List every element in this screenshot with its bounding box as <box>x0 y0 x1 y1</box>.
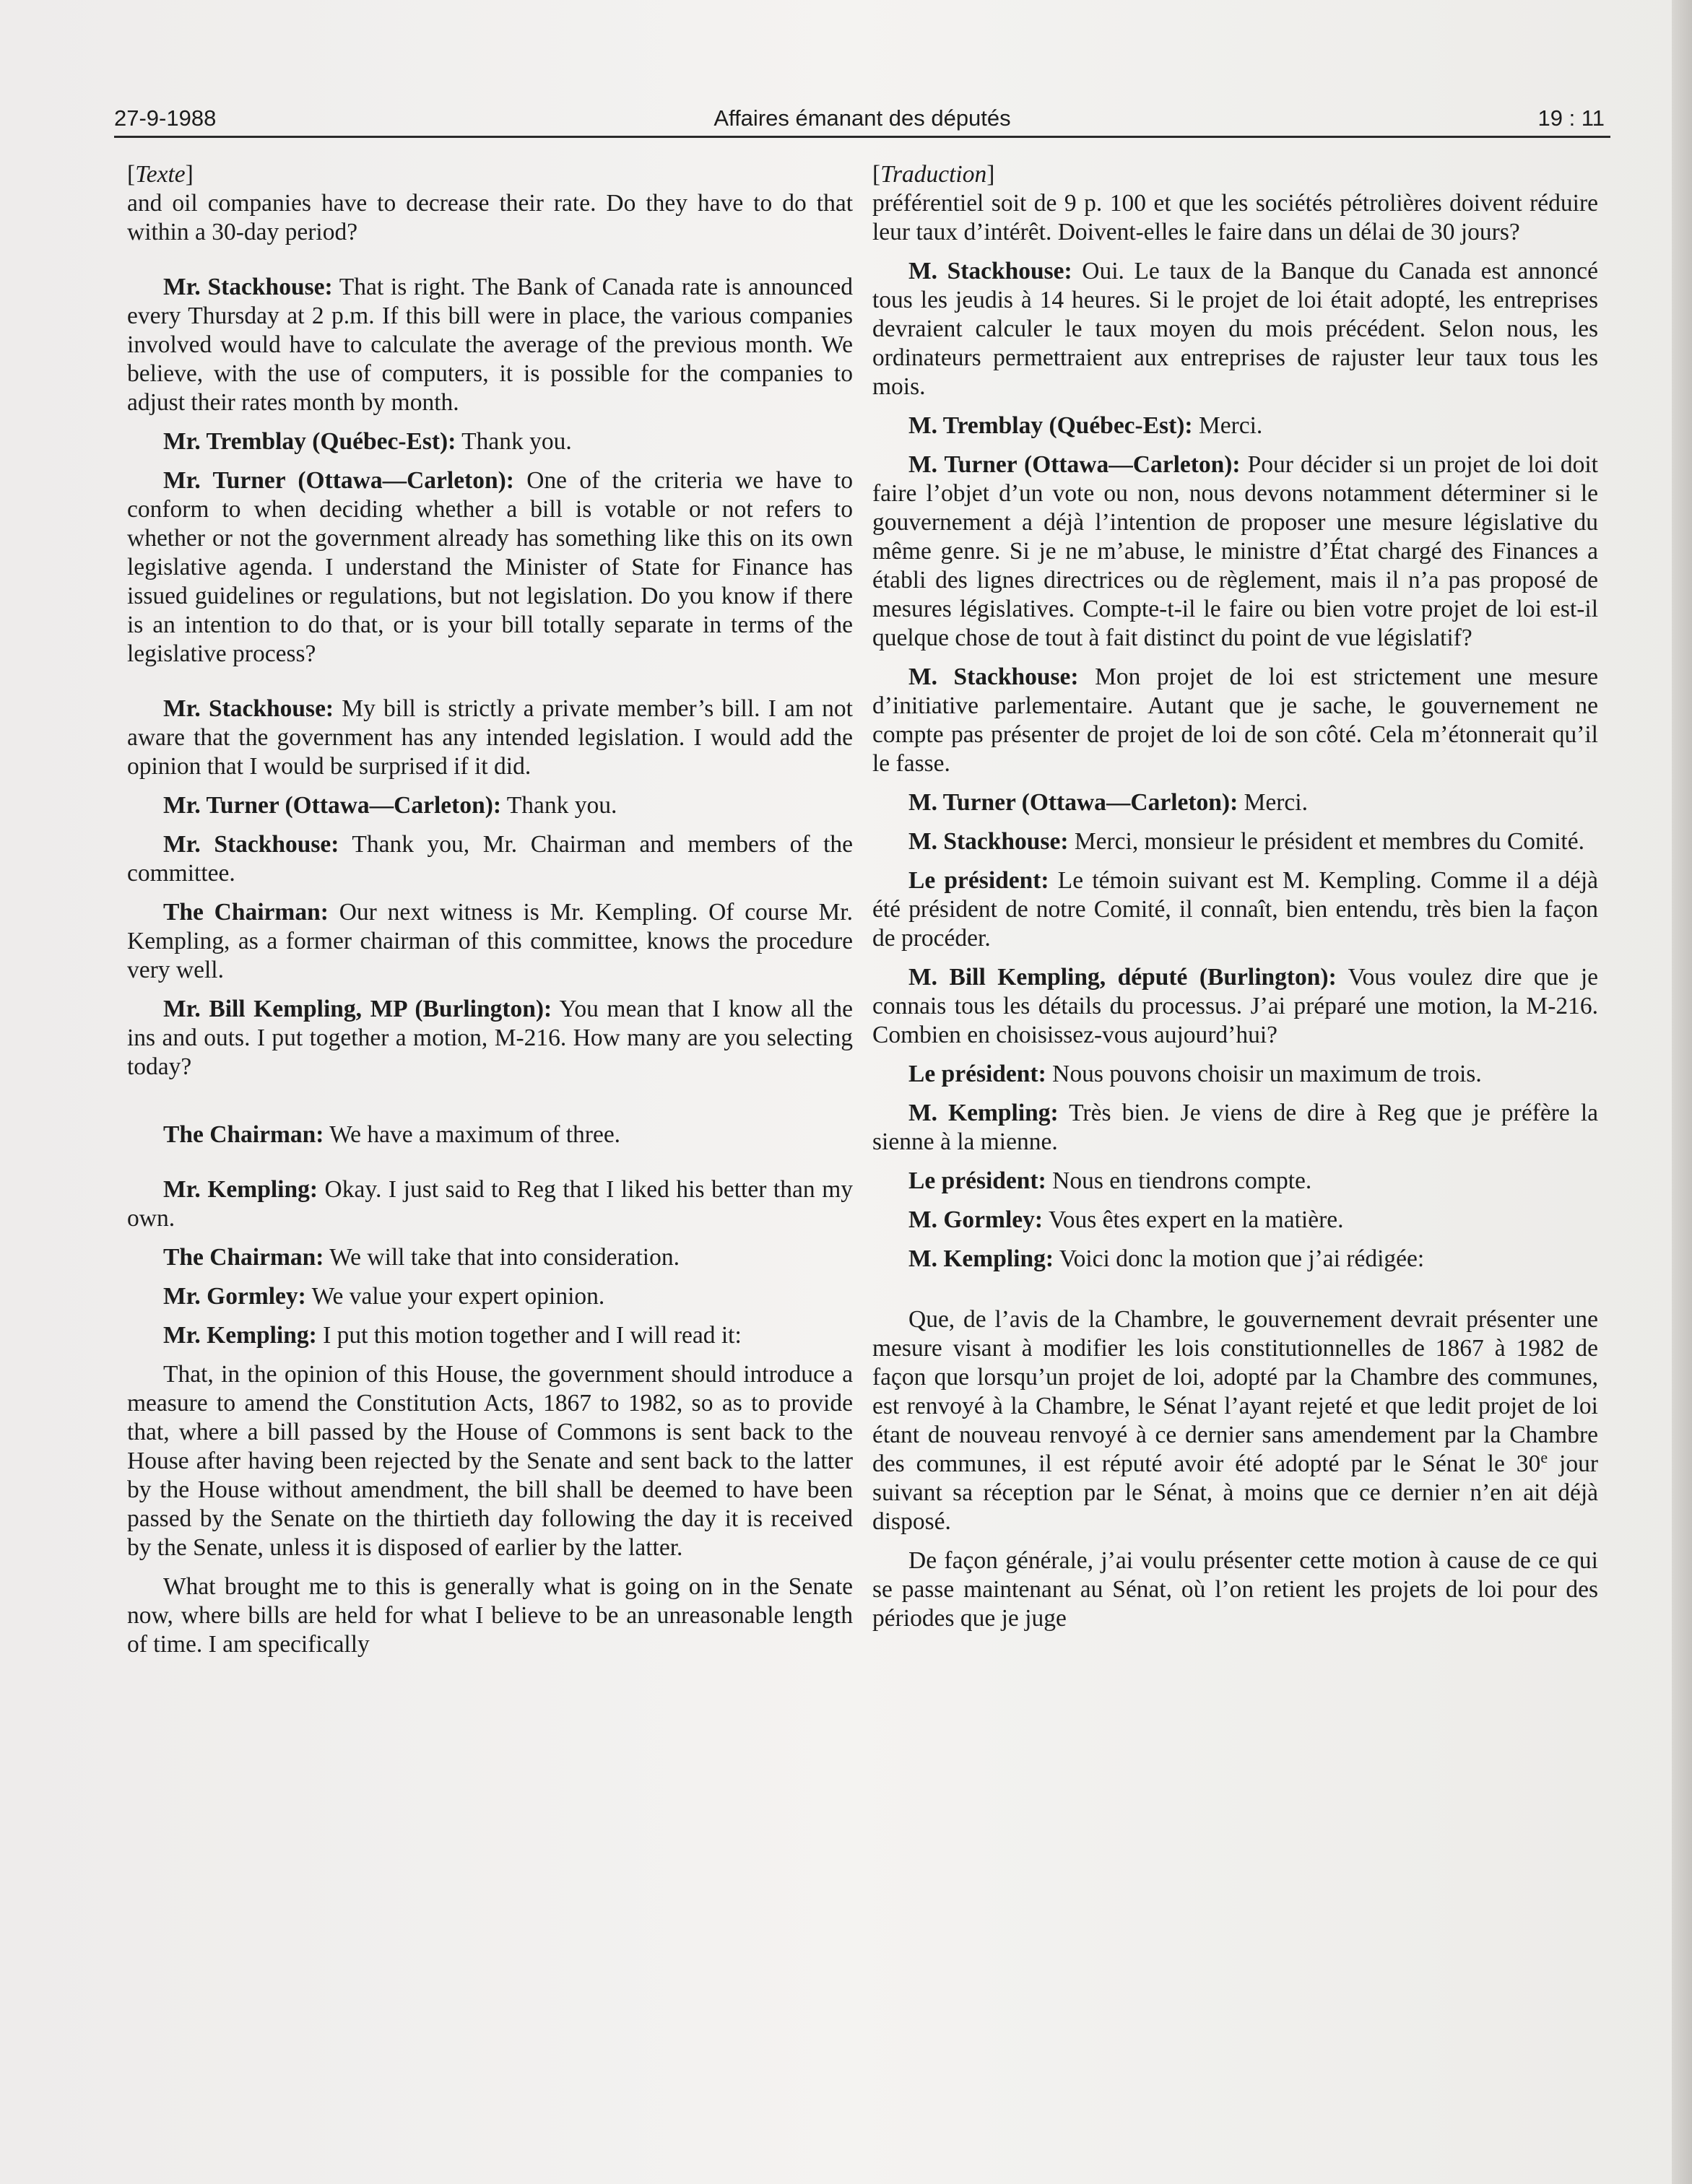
speech-paragraph: M. Kempling: Voici donc la motion que j’ai rédigée: <box>908 1245 1425 1272</box>
paragraph: and oil companies have to decrease their rate. Do they have to do that within a 30-day period? <box>127 190 853 245</box>
speaker: Mr. Turner (Ottawa—Carleton): <box>163 467 514 494</box>
speech-paragraph: M. Bill Kempling, député (Burlington): Vous voulez dire que je connais tous les détails du processus. J’ai préparé une motion, la M-216. Combien en choisissez-vous aujourd’hui? <box>872 964 1598 1048</box>
header-title: Affaires émanant des députés <box>713 105 1011 131</box>
speaker: M. Stackhouse: <box>908 664 1079 690</box>
speech-paragraph: M. Turner (Ottawa—Carleton): Merci. <box>908 789 1308 816</box>
speaker: M. Turner (Ottawa—Carleton): <box>908 789 1238 816</box>
speech-paragraph: M. Tremblay (Québec-Est): Merci. <box>908 412 1263 439</box>
speech-paragraph: Mr. Stackhouse: That is right. The Bank of Canada rate is announced every Thursday at 2 p.m. If this bill were in place, the various companies involved would have to calculate the average of the previous month. We believe, with the use of computers, it is possible for the companies to adjust their rates month by month. <box>127 274 853 416</box>
speech-paragraph: The Chairman: We have a maximum of three. <box>163 1121 621 1148</box>
speaker: M. Stackhouse: <box>908 828 1069 855</box>
motion-text: That, in the opinion of this House, the government should introduce a measure to amend the Constitution Acts, 1867 to 1982, so as to provide that, where a bill passed by the House of Commons is sent back to the House after having been rejected by the Senate and sent back to the latter by the House without amendment, the bill shall be deemed to have been passed by the Senate on the thirtieth day following the day it is received by the Senate, unless it is disposed of earlier by the latter. <box>127 1361 853 1561</box>
speaker: Mr. Gormley: <box>163 1283 306 1310</box>
speech-paragraph: Mr. Kempling: Okay. I just said to Reg that I liked his better than my own. <box>127 1176 853 1232</box>
speaker: M. Stackhouse: <box>908 258 1072 284</box>
page-edge <box>1672 0 1692 2184</box>
speaker: The Chairman: <box>163 899 329 926</box>
speaker: M. Kempling: <box>908 1100 1059 1126</box>
speaker: M. Bill Kempling, député (Burlington): <box>908 964 1337 991</box>
paragraph: De façon générale, j’ai voulu présenter cette motion à cause de ce qui se passe maintenant au Sénat, où l’on retient les projets de loi pour des périodes que je juge <box>872 1547 1598 1632</box>
english-column <box>127 160 853 1669</box>
speech-paragraph: Mr. Stackhouse: Thank you, Mr. Chairman and members of the committee. <box>127 831 853 887</box>
page-header <box>114 103 1610 138</box>
speaker: Mr. Kempling: <box>163 1322 317 1349</box>
speaker: Mr. Bill Kempling, MP (Burlington): <box>163 996 552 1022</box>
speaker: Mr. Tremblay (Québec-Est): <box>163 428 456 455</box>
speech-paragraph: Mr. Turner (Ottawa—Carleton): One of the criteria we have to conform to when deciding whether a bill is votable or not refers to whether or not the government already has something like this on its own legislative agenda. I understand the Minister of State for Finance has issued guidelines or regulations, but not legislation. Do you know if there is an intention to do that, or is your bill totally separate in terms of the legislative process? <box>127 467 853 667</box>
speech-paragraph: M. Stackhouse: Merci, monsieur le président et membres du Comité. <box>908 828 1584 855</box>
speech-paragraph: The Chairman: Our next witness is Mr. Kempling. Of course Mr. Kempling, as a former chairman of this committee, knows the procedure very well. <box>127 899 853 983</box>
paragraph: préférentiel soit de 9 p. 100 et que les sociétés pétrolières doivent réduire leur taux d’intérêt. Doivent-elles le faire dans un délai de 30 jours? <box>872 190 1598 245</box>
column-tag: [Texte] <box>127 161 194 188</box>
speaker: Mr. Stackhouse: <box>163 831 339 858</box>
header-page-number: 19 : 11 <box>1537 105 1605 131</box>
column-tag: [Traduction] <box>872 161 995 188</box>
speaker: Mr. Stackhouse: <box>163 274 333 300</box>
speech-paragraph: Le président: Le témoin suivant est M. Kempling. Comme il a déjà été président de notre Comité, il connaît, bien entendu, très bien la façon de procéder. <box>872 867 1599 952</box>
speaker: M. Gormley: <box>908 1206 1044 1233</box>
speech-paragraph: Mr. Gormley: We value your expert opinion. <box>163 1283 605 1310</box>
speech-paragraph: M. Stackhouse: Mon projet de loi est strictement une mesure d’initiative parlementaire. Autant que je sache, le gouvernement ne compte pas présenter de projet de loi de son côté. Cela m’étonnerait qu’il le fasse. <box>872 664 1598 777</box>
speaker: M. Tremblay (Québec-Est): <box>908 412 1193 439</box>
speaker: Le président: <box>908 1061 1046 1087</box>
speech-paragraph: Mr. Bill Kempling, MP (Burlington): You mean that I know all the ins and outs. I put together a motion, M-216. How many are you selecting today? <box>127 996 853 1080</box>
speaker: The Chairman: <box>163 1244 324 1271</box>
speech-paragraph: Le président: Nous en tiendrons compte. <box>908 1167 1312 1194</box>
speaker: Le président: <box>908 867 1049 894</box>
speech-paragraph: Mr. Tremblay (Québec-Est): Thank you. <box>163 428 572 455</box>
speech-paragraph: Mr. Stackhouse: My bill is strictly a private member’s bill. I am not aware that the government has any intended legislation. I would add the opinion that I would be surprised if it did. <box>127 695 853 780</box>
speaker: M. Turner (Ottawa—Carleton): <box>908 451 1241 478</box>
motion-text: Que, de l’avis de la Chambre, le gouvernement devrait présenter une mesure visant à modifier les lois constitutionnelles de 1867 à 1982 de façon que lorsqu’un projet de loi, adopté par la Chambre des communes, est renvoyé à la Chambre, le Sénat l’ayant rejeté et que ledit projet de loi étant de nouveau renvoyé à ce dernier sans amendement par la Chambre des communes, il est réputé avoir été adopté par le Sénat le 30e jour suivant sa réception par le Sénat, à moins que ce dernier n’en ait déjà disposé. <box>872 1306 1598 1535</box>
speech-paragraph: Mr. Turner (Ottawa—Carleton): Thank you. <box>163 792 617 819</box>
speaker: Mr. Turner (Ottawa—Carleton): <box>163 792 502 819</box>
speech-paragraph: M. Turner (Ottawa—Carleton): Pour décider si un projet de loi doit faire l’objet d’un vote ou non, nous devons notamment déterminer si le gouvernement a déjà l’intention de proposer une mesure législative du même genre. Si je ne m’abuse, le ministre d’État chargé des Finances a établi des lignes directrices ou de règlement, mais il n’a pas proposé de mesures législatives. Compte-t-il le faire ou bien votre projet de loi est-il quelque chose de tout à fait distinct du point de vue législatif? <box>872 451 1598 651</box>
speech-paragraph: Le président: Nous pouvons choisir un maximum de trois. <box>908 1061 1482 1087</box>
speech-paragraph: The Chairman: We will take that into consideration. <box>163 1244 680 1271</box>
speaker: The Chairman: <box>163 1121 324 1148</box>
paragraph: What brought me to this is generally what is going on in the Senate now, where bills are held for what I believe to be an unreasonable length of time. I am specifically <box>127 1573 853 1658</box>
speech-paragraph: M. Kempling: Très bien. Je viens de dire à Reg que je préfère la sienne à la mienne. <box>872 1100 1598 1155</box>
french-column <box>872 160 1598 1643</box>
speaker: Mr. Stackhouse: <box>163 695 334 722</box>
speech-paragraph: M. Stackhouse: Oui. Le taux de la Banque du Canada est annoncé tous les jeudis à 14 heures. Si le projet de loi était adopté, les entreprises devraient calculer le taux moyen du mois précédent. Selon nous, les ordinateurs permettraient aux entreprises de rajuster leur taux tous les mois. <box>872 258 1598 400</box>
speech-paragraph: M. Gormley: Vous êtes expert en la matière. <box>908 1206 1344 1233</box>
speaker: Le président: <box>908 1167 1046 1194</box>
speaker: M. Kempling: <box>908 1245 1054 1272</box>
speaker: Mr. Kempling: <box>163 1176 318 1203</box>
speech-paragraph: Mr. Kempling: I put this motion together and I will read it: <box>163 1322 742 1349</box>
header-date: 27-9-1988 <box>114 105 217 131</box>
